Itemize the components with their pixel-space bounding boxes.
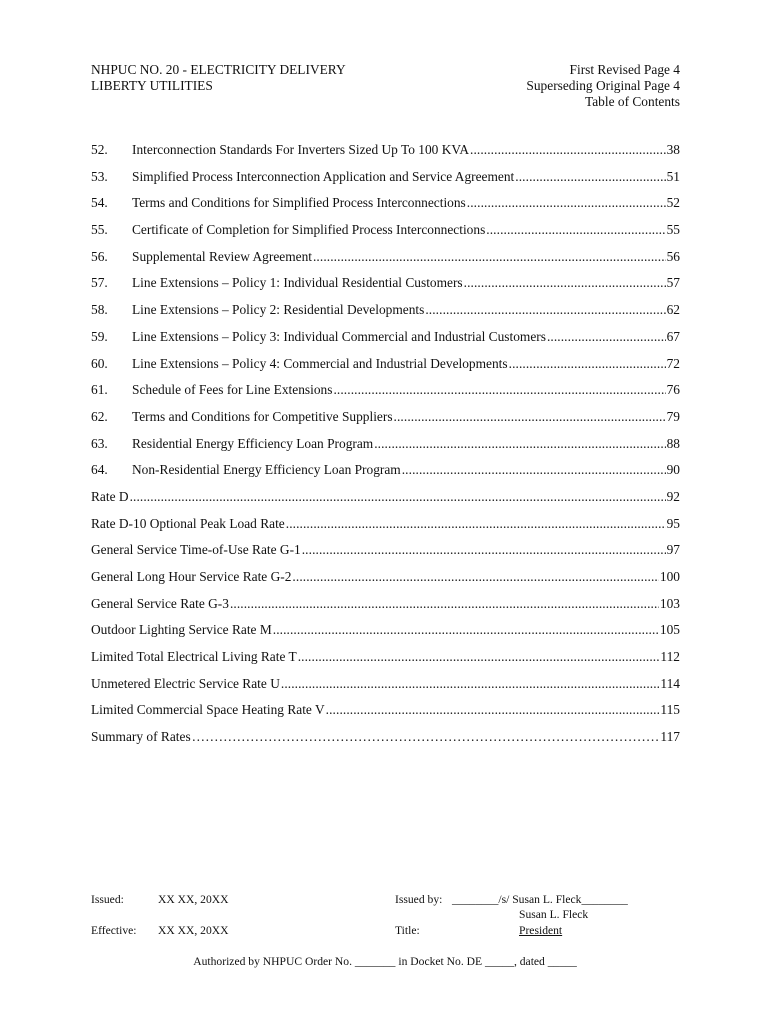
toc-entry-page: 117 [660,729,680,745]
toc-entry-number: 64. [91,462,108,478]
dot-leader [515,169,665,185]
toc-entry-page: 112 [660,649,680,665]
toc-entry-page: 56 [666,248,680,264]
revision-page: First Revised Page 4 [569,62,680,77]
toc-entry-number: 53. [91,168,108,184]
toc-entry-page: 51 [666,168,680,184]
issued-label: Issued: [91,893,124,906]
dot-leader [302,542,666,558]
dot-leader [292,569,658,585]
toc-entry [91,462,680,489]
toc-entry-title: Residential Energy Efficiency Loan Program [132,435,374,451]
toc-entry-title: Non-Residential Energy Efficiency Loan Program [132,462,401,478]
toc-entry-title: Rate D-10 Optional Peak Load Rate [91,515,285,531]
toc-entry [91,302,680,329]
toc-entry-page: 88 [666,435,680,451]
dot-leader [470,142,666,158]
authorization-line: Authorized by NHPUC Order No. _______ in Docket No. DE _____, dated _____ [193,955,577,968]
toc-entry [91,676,680,703]
toc-entry-title: Terms and Conditions for Simplified Process Interconnections [132,195,466,211]
toc-entry [91,542,680,569]
toc-entry-title: Rate D [91,488,129,504]
issued-by-label: Issued by: [395,893,443,906]
toc-entry-number: 61. [91,382,108,398]
toc-entry-title: Schedule of Fees for Line Extensions [132,382,333,398]
toc-entry-number: 60. [91,355,108,371]
toc-entry-title: Unmetered Electric Service Rate U [91,675,280,691]
toc-entry-page: 67 [666,328,680,344]
dot-leader [130,489,666,505]
toc-entry-page: 62 [666,302,680,318]
toc-entry-number: 54. [91,195,108,211]
toc-entry-number: 57. [91,275,108,291]
dot-leader [467,195,666,211]
toc-entry [91,142,680,169]
toc-entry [91,249,680,276]
toc-entry-number: 56. [91,248,108,264]
toc-entry-title: General Long Hour Service Rate G-2 [91,569,292,584]
toc-entry [91,195,680,222]
dot-leader [281,676,660,692]
toc-entry [91,489,680,516]
dot-leader [333,382,665,398]
toc-entry [91,622,680,649]
toc-entry-title: Limited Total Electrical Living Rate T [91,649,297,665]
toc-entry-page: 79 [666,408,680,424]
section-title: Table of Contents [584,94,680,109]
toc-entry [91,275,680,302]
dot-leader [374,436,665,452]
toc-entry-title: Line Extensions – Policy 2: Residential Developments [132,302,425,318]
dot-leader [547,329,666,345]
toc-entry [91,516,680,543]
toc-entry-number: 55. [91,222,108,238]
toc-entry [91,436,680,463]
toc-entry-page: 95 [666,515,680,531]
toc-entry [91,596,680,623]
header-left [91,62,346,94]
dot-leader [509,356,666,372]
dot-leader [192,729,660,745]
toc-entry-page: 103 [659,595,680,611]
toc-entry-title: Outdoor Lighting Service Rate M [91,622,272,638]
table-of-contents [91,142,680,749]
toc-entry-title: Line Extensions – Policy 1: Individual Residential Customers [132,275,463,291]
toc-entry-title: Line Extensions – Policy 3: Individual Commercial and Industrial Customers [132,328,546,344]
toc-entry-title: Certificate of Completion for Simplified Process Interconnections [132,222,486,238]
toc-entry-title: General Service Time-of-Use Rate G-1 [91,542,301,558]
toc-entry [91,569,680,596]
toc-entry-page: 115 [660,702,680,718]
toc-entry-title: Summary of Rates [91,729,191,745]
toc-entry-page: 105 [659,622,680,638]
toc-entry-page: 55 [666,222,680,238]
dot-leader [402,462,666,478]
header-right [526,62,680,110]
toc-entry-page: 38 [666,142,680,157]
toc-entry-title: Limited Commercial Space Heating Rate V [91,702,325,718]
toc-entry-title: Interconnection Standards For Inverters Sized Up To 100 KVA [132,142,469,157]
signer-title: President [519,924,563,937]
toc-entry-title: Simplified Process Interconnection Application and Service Agreement [132,168,515,184]
dot-leader [464,275,666,291]
toc-entry-page: 90 [666,462,680,478]
toc-entry-number: 58. [91,302,108,318]
dot-leader [313,249,666,265]
toc-entry-page: 97 [666,542,680,558]
toc-entry-title: Terms and Conditions for Competitive Suppliers [132,408,393,424]
toc-entry-number: 52. [91,142,108,157]
toc-entry-number: 62. [91,408,108,424]
dot-leader [394,409,666,425]
toc-entry-page: 72 [666,355,680,371]
effective-label: Effective: [91,924,137,937]
issued-by-signature: ________/s/ Susan L. Fleck________ [452,893,628,906]
company-name: LIBERTY UTILITIES [91,78,213,93]
toc-entry [91,409,680,436]
dot-leader [230,596,659,612]
toc-entry [91,649,680,676]
dot-leader [273,622,659,638]
superseding-page: Superseding Original Page 4 [526,78,680,93]
dot-leader [286,516,666,532]
toc-entry-number: 63. [91,435,108,451]
effective-date: XX XX, 20XX [158,924,229,937]
toc-entry-number: 59. [91,328,108,344]
toc-entry-page: 52 [666,195,680,211]
toc-entry [91,702,680,729]
dot-leader [326,702,660,718]
toc-entry [91,729,680,749]
title-label: Title: [395,924,420,937]
toc-entry-page: 114 [660,675,680,691]
toc-entry [91,329,680,356]
toc-entry-page: 100 [659,569,680,584]
toc-entry-title: Line Extensions – Policy 4: Commercial and Industrial Developments [132,355,508,371]
dot-leader [425,302,665,318]
toc-entry [91,356,680,383]
tariff-number: NHPUC NO. 20 - ELECTRICITY DELIVERY [91,62,346,77]
toc-entry [91,382,680,409]
toc-entry-title: Supplemental Review Agreement [132,248,312,264]
toc-entry-title: General Service Rate G-3 [91,595,229,611]
signer-name: Susan L. Fleck [519,908,589,921]
toc-entry-page: 57 [666,275,680,291]
toc-entry-page: 92 [666,488,680,504]
toc-entry-page: 76 [666,382,680,398]
dot-leader [486,222,665,238]
dot-leader [298,649,660,665]
toc-entry [91,222,680,249]
issued-date: XX XX, 20XX [158,893,229,906]
toc-entry [91,169,680,196]
